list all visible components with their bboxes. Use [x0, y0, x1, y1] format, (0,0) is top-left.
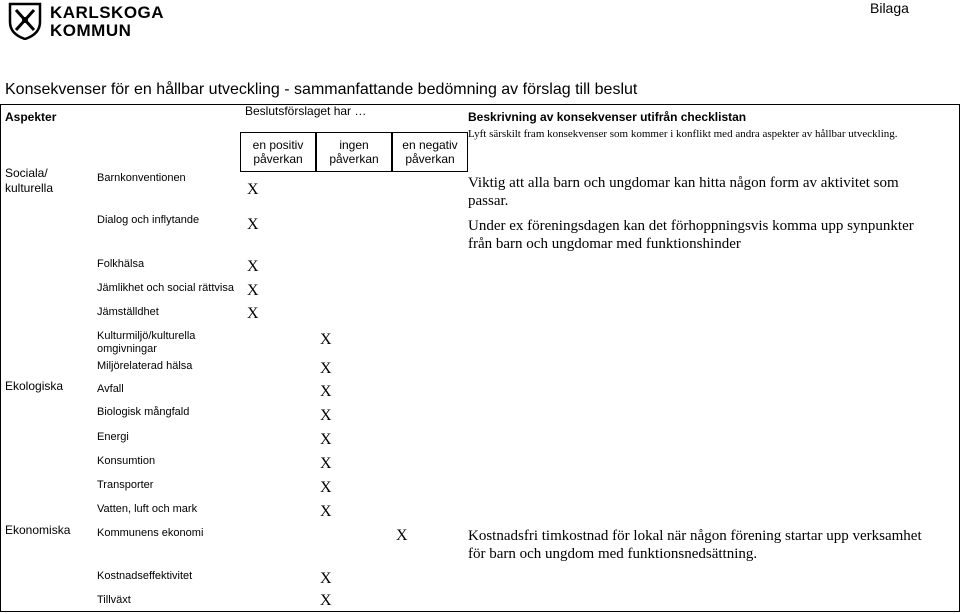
col-positiv-header: en positiv påverkan [240, 132, 316, 172]
row-mark: X [247, 282, 259, 299]
brand-line-2: KOMMUN [50, 21, 132, 40]
section-sociala: Sociala/ kulturella [5, 166, 54, 195]
row-description: Viktig att alla barn och ungdomar kan hitta någon form av aktivitet som passar. [468, 175, 899, 209]
row-label: Dialog och inflytande [97, 214, 200, 226]
row-label: Kostnadseffektivitet [97, 570, 193, 582]
karlskoga-coat-of-arms-icon [8, 2, 42, 40]
bilaga-label: Bilaga [870, 0, 909, 16]
page-title: Konsekvenser för en hållbar utveckling - sammanfattande bedömning av förslag till beslut [5, 81, 638, 98]
row-label: Vatten, luft och mark [97, 503, 198, 515]
col-ingen-header: ingen påverkan [316, 132, 392, 172]
row-mark: X [320, 479, 332, 496]
row-label: Transporter [97, 479, 154, 491]
col-negativ-header: en negativ påverkan [392, 132, 468, 172]
row-label: Barnkonventionen [97, 172, 186, 184]
row-label: Jämställdhet [97, 306, 159, 318]
row-label: Kulturmiljö/kulturella omgivningar [97, 330, 196, 355]
row-mark: X [320, 455, 332, 472]
row-label: Energi [97, 431, 129, 443]
beskrivning-header: Beskrivning av konsekvenser utifrån checklistan [468, 110, 747, 124]
row-mark: X [320, 592, 332, 609]
row-mark: X [320, 407, 332, 424]
row-mark: X [320, 431, 332, 448]
aspekter-header: Aspekter [5, 110, 57, 124]
row-mark: X [320, 360, 332, 377]
row-label: Kommunens ekonomi [97, 527, 204, 539]
row-mark: X [320, 331, 332, 348]
lyft-note: Lyft särskilt fram konsekvenser som kommer i konflikt med andra aspekter av hållbar utveckling. [468, 128, 898, 140]
row-mark: X [247, 216, 259, 233]
row-mark: X [320, 503, 332, 520]
row-label: Folkhälsa [97, 258, 145, 270]
row-label: Biologisk mångfald [97, 406, 190, 418]
beslut-header: Beslutsförslaget har … [245, 104, 367, 118]
section-ekonomiska: Ekonomiska [5, 523, 71, 537]
row-mark: X [247, 305, 259, 322]
row-mark: X [396, 527, 408, 544]
row-label: Jämlikhet och social rättvisa [97, 282, 234, 294]
row-description: Under ex föreningsdagen kan det förhoppningsvis komma upp synpunkter från barn och ungdomar med funktionshinder [468, 218, 914, 252]
row-mark: X [320, 383, 332, 400]
row-label: Tillväxt [97, 594, 131, 606]
row-mark: X [247, 181, 259, 198]
brand-line-1: KARLSKOGA [50, 3, 165, 22]
row-mark: X [247, 258, 259, 275]
brand-name [50, 4, 164, 40]
section-ekologiska: Ekologiska [5, 379, 64, 393]
row-label: Miljörelaterad hälsa [97, 360, 193, 372]
row-description: Kostnadsfri timkostnad för lokal när någon förening startar upp verksamhet för barn och ungdom med funktionsnedsättning. [468, 528, 922, 562]
row-label: Konsumtion [97, 455, 156, 467]
row-mark: X [320, 570, 332, 587]
row-label: Avfall [97, 383, 124, 395]
